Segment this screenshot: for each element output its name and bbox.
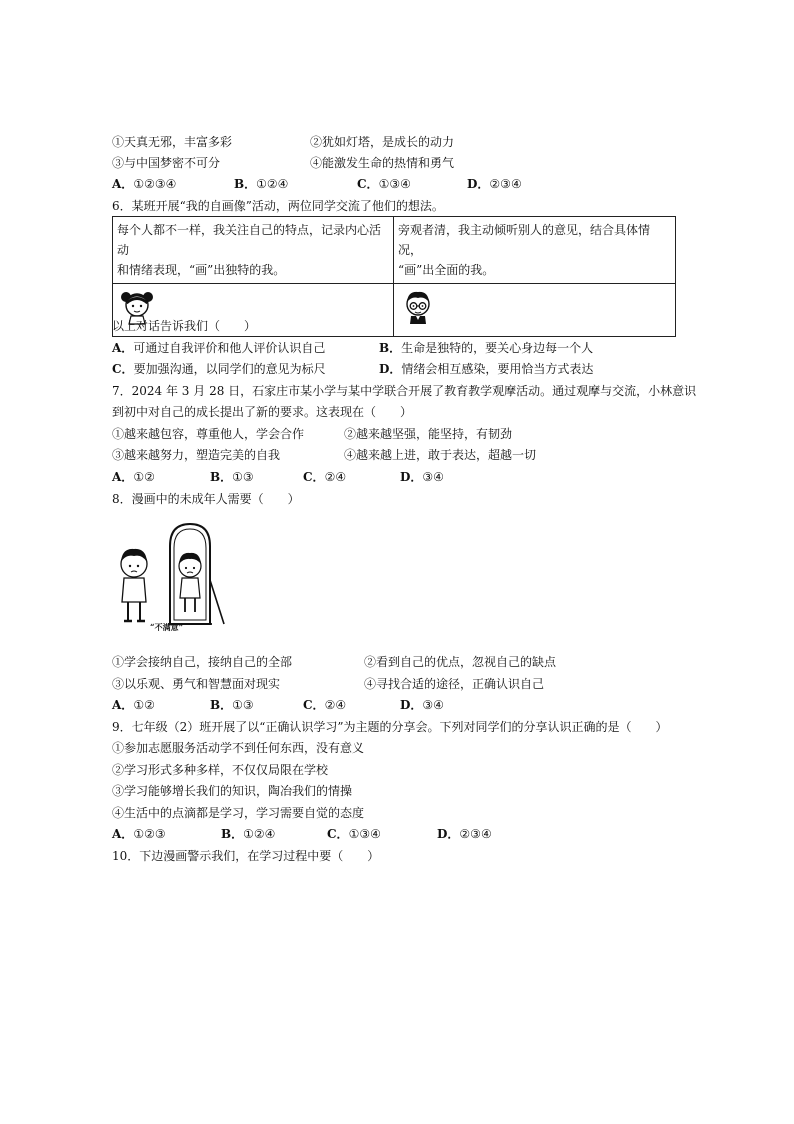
q8-cartoon-caption: “不满意” — [150, 622, 184, 632]
q9-stem: 9．七年级（2）班开展了以“正确认识学习”为主题的分享会。下列对同学们的分享认识正确的是（ ） — [112, 720, 668, 734]
q6-right-picture-cell — [394, 284, 676, 337]
child-figure-icon — [121, 549, 147, 621]
q5-option-b[interactable]: B．①②④ — [234, 177, 289, 191]
q6-right-line-1: 旁观者清，我主动倾听别人的意见，结合具体情况， — [398, 223, 651, 257]
q9-statement-3: ③学习能够增长我们的知识，陶冶我们的情操 — [112, 784, 353, 798]
q9-option-d[interactable]: D．②③④ — [437, 827, 492, 841]
q7-option-a[interactable]: A．①② — [112, 470, 155, 484]
q10-stem: 10．下边漫画警示我们，在学习过程中要（ ） — [112, 849, 380, 863]
q8-stem: 8．漫画中的未成年人需要（ ） — [112, 492, 300, 506]
q7-stem-line-1: 7．2024 年 3 月 28 日，石家庄市某小学与某中学联合开展了教育教学观摩活动。通过观摩与交流，小林意识 — [112, 384, 697, 398]
q5-option-a[interactable]: A．①②③④ — [112, 177, 177, 191]
mirror-icon — [168, 524, 224, 624]
q7-option-d[interactable]: D．③④ — [400, 470, 444, 484]
q6-left-line-2: 和情绪表现，“画”出独特的我。 — [117, 263, 286, 277]
q8-option-d[interactable]: D．③④ — [400, 698, 444, 712]
q5-statement-4: ④能激发生命的热情和勇气 — [310, 156, 455, 170]
q6-option-c[interactable]: C．要加强沟通，以同学们的意见为标尺 — [112, 362, 326, 376]
q7-statement-2: ②越来越坚强，能坚持，有韧劲 — [344, 427, 513, 441]
q6-left-line-1: 每个人都不一样，我关注自己的特点，记录内心活动 — [117, 223, 382, 257]
q7-option-b[interactable]: B．①③ — [210, 470, 254, 484]
q7-statement-3: ③越来越努力，塑造完美的自我 — [112, 448, 281, 462]
q6-question: 以上对话告诉我们（ ） — [112, 319, 257, 333]
q8-option-c[interactable]: C．②④ — [303, 698, 347, 712]
q8-statement-4: ④寻找合适的途径，正确认识自己 — [364, 677, 545, 691]
boy-with-glasses-cartoon-icon — [398, 287, 438, 327]
q7-statement-1: ①越来越包容，尊重他人，学会合作 — [112, 427, 305, 441]
q9-option-b[interactable]: B．①②④ — [221, 827, 276, 841]
q8-statement-3: ③以乐观、勇气和智慧面对现实 — [112, 677, 281, 691]
q7-option-c[interactable]: C．②④ — [303, 470, 347, 484]
q7-statement-4: ④越来越上进，敢于表达，超越一切 — [344, 448, 537, 462]
q5-option-c[interactable]: C．①③④ — [357, 177, 411, 191]
q5-option-d[interactable]: D．②③④ — [467, 177, 522, 191]
q8-statement-2: ②看到自己的优点，忽视自己的缺点 — [364, 655, 557, 669]
q6-option-a[interactable]: A．可通过自我评价和他人评价认识自己 — [112, 341, 326, 355]
q8-option-b[interactable]: B．①③ — [210, 698, 254, 712]
q8-statement-1: ①学会接纳自己，接纳自己的全部 — [112, 655, 293, 669]
q6-left-cell — [113, 217, 394, 284]
q6-option-b[interactable]: B．生命是独特的，要关心身边每一个人 — [379, 341, 594, 355]
q5-statement-2: ②犹如灯塔，是成长的动力 — [310, 135, 455, 149]
q9-statement-1: ①参加志愿服务活动学不到任何东西，没有意义 — [112, 741, 365, 755]
q6-stem: 6．某班开展“我的自画像”活动，两位同学交流了他们的想法。 — [112, 199, 444, 213]
q6-right-cell — [394, 217, 676, 284]
q5-statement-1: ①天真无邪，丰富多彩 — [112, 135, 233, 149]
q5-statement-3: ③与中国梦密不可分 — [112, 156, 221, 170]
q9-option-c[interactable]: C．①③④ — [327, 827, 381, 841]
q9-statement-4: ④生活中的点滴都是学习，学习需要自觉的态度 — [112, 806, 365, 820]
q7-stem-line-2: 到初中对自己的成长提出了新的要求。这表现在（ ） — [112, 405, 413, 419]
q6-right-line-2: “画”出全面的我。 — [398, 263, 495, 277]
q9-option-a[interactable]: A．①②③ — [112, 827, 166, 841]
q8-option-a[interactable]: A．①② — [112, 698, 155, 712]
q9-statement-2: ②学习形式多种多样，不仅仅局限在学校 — [112, 763, 329, 777]
q6-option-d[interactable]: D．情绪会相互感染，要用恰当方式表达 — [379, 362, 594, 376]
